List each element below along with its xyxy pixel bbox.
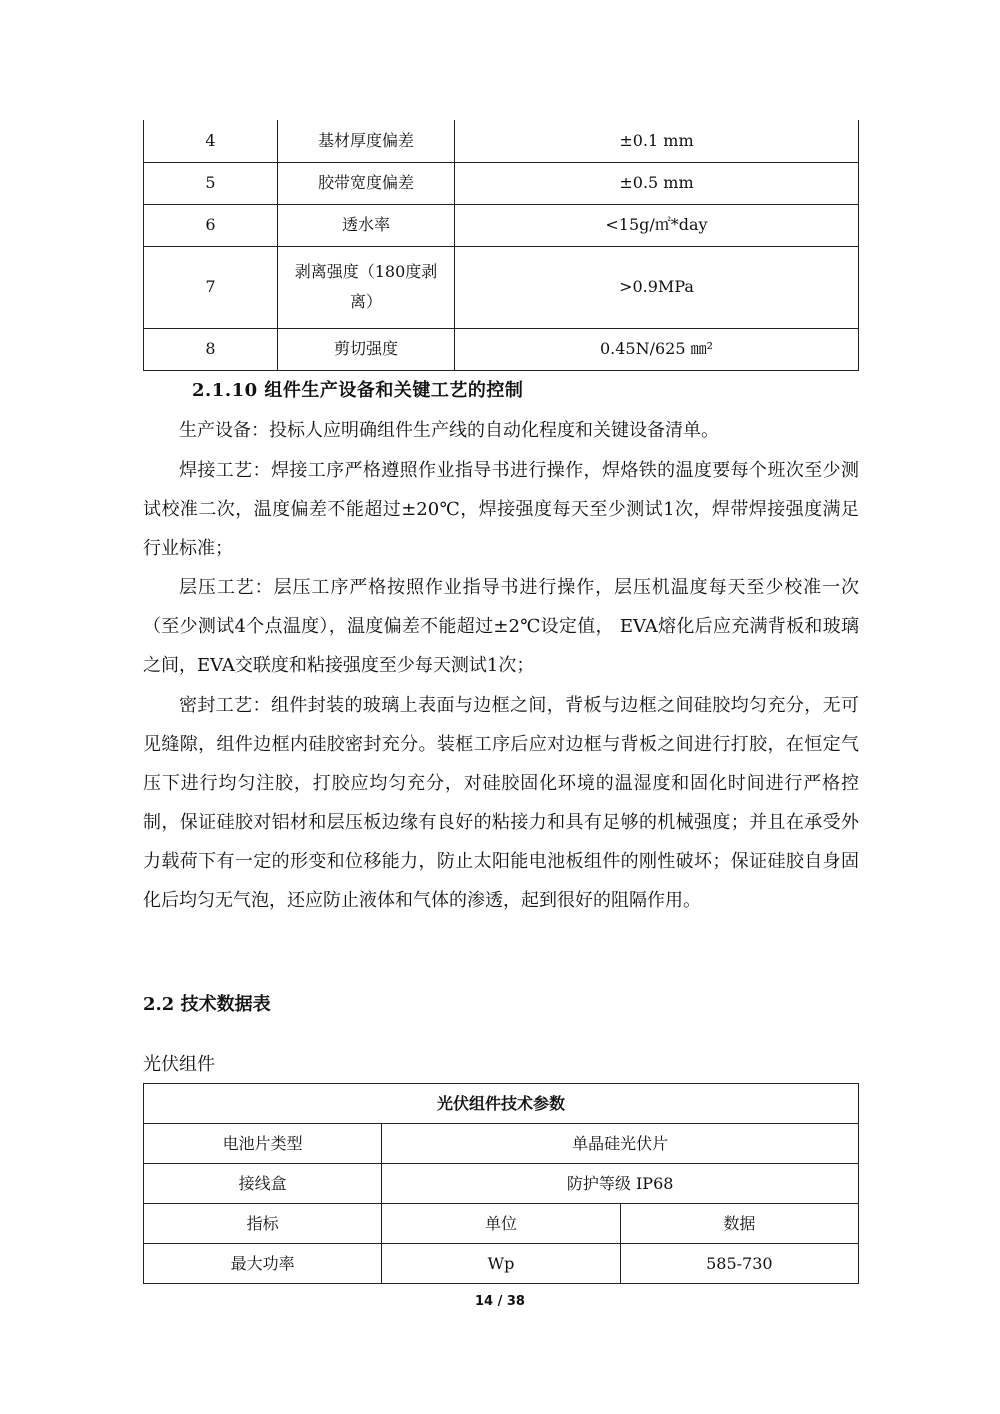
cell-type-value: 单晶硅光伏片 bbox=[382, 1124, 859, 1164]
table-row bbox=[144, 1124, 859, 1164]
pv-parameter-table bbox=[143, 1083, 859, 1284]
table-title-row bbox=[144, 1084, 859, 1124]
table-row bbox=[144, 1164, 859, 1204]
row-item: 剪切强度 bbox=[278, 328, 455, 370]
row-value: ±0.5 mm bbox=[455, 162, 859, 204]
row-number: 4 bbox=[144, 120, 278, 162]
row-value: >0.9MPa bbox=[455, 246, 859, 328]
page-number: 14 / 38 bbox=[475, 1294, 525, 1309]
table-row bbox=[144, 162, 859, 204]
row-value: ±0.1 mm bbox=[455, 120, 859, 162]
row-indicator: 最大功率 bbox=[144, 1244, 382, 1284]
section-heading-2-2: 2.2 技术数据表 bbox=[143, 994, 271, 1015]
row-number: 7 bbox=[144, 246, 278, 328]
table-header-row bbox=[144, 1204, 859, 1244]
table-row bbox=[144, 1244, 859, 1284]
row-value: <15g/㎡*day bbox=[455, 204, 859, 246]
junction-box-label: 接线盒 bbox=[144, 1164, 382, 1204]
table-title: 光伏组件技术参数 bbox=[144, 1084, 859, 1124]
row-number: 5 bbox=[144, 162, 278, 204]
cell-type-label: 电池片类型 bbox=[144, 1124, 382, 1164]
table-row bbox=[144, 328, 859, 370]
table-row bbox=[144, 246, 859, 328]
row-value: 0.45N/625 ㎜² bbox=[455, 328, 859, 370]
junction-box-value: 防护等级 IP68 bbox=[382, 1164, 859, 1204]
row-item: 基材厚度偏差 bbox=[278, 120, 455, 162]
row-number: 6 bbox=[144, 204, 278, 246]
row-item: 透水率 bbox=[278, 204, 455, 246]
header-indicator: 指标 bbox=[144, 1204, 382, 1244]
spec-table bbox=[143, 120, 859, 371]
paragraph-sealing: 密封工艺：组件封装的玻璃上表面与边框之间，背板与边框之间硅胶均匀充分，无可见缝隙，组件边框内硅胶密封充分。装框工序后应对边框与背板之间进行打胶，在恒定气压下进行均匀注胶，打胶应均匀充分，对硅胶固化环境的温湿度和固化时间进行严格控制，保证硅胶对铝材和层压板边缘有良好的粘接力和具有足够的机械强度；并且在承受外力载荷下有一定的形变和位移能力，防止太阳能电池板组件的刚性破坏；保证硅胶自身固化后均匀无气泡，还应防止液体和气体的渗透，起到很好的阻隔作用。 bbox=[143, 695, 859, 911]
paragraph-welding: 焊接工艺：焊接工序严格遵照作业指导书进行操作，焊烙铁的温度要每个班次至少测试校准二次，温度偏差不能超过±20℃，焊接强度每天至少测试1次，焊带焊接强度满足行业标准； bbox=[143, 460, 859, 559]
row-item: 剥离强度（180度剥离） bbox=[278, 246, 455, 328]
row-data: 585-730 bbox=[620, 1244, 858, 1284]
row-unit: Wp bbox=[382, 1244, 620, 1284]
table-caption: 光伏组件 bbox=[143, 1054, 215, 1075]
header-unit: 单位 bbox=[382, 1204, 620, 1244]
header-data: 数据 bbox=[620, 1204, 858, 1244]
paragraph-lamination: 层压工艺：层压工序严格按照作业指导书进行操作，层压机温度每天至少校准一次（至少测试4个点温度），温度偏差不能超过±2℃设定值， EVA熔化后应充满背板和玻璃之间，EVA交联度和粘接强度至少每天测试1次； bbox=[143, 577, 859, 676]
paragraph-equipment: 生产设备：投标人应明确组件生产线的自动化程度和关键设备清单。 bbox=[179, 420, 719, 441]
row-item: 胶带宽度偏差 bbox=[278, 162, 455, 204]
row-number: 8 bbox=[144, 328, 278, 370]
section-heading: 2.1.10 组件生产设备和关键工艺的控制 bbox=[192, 380, 524, 401]
table-row bbox=[144, 120, 859, 162]
table-row bbox=[144, 204, 859, 246]
